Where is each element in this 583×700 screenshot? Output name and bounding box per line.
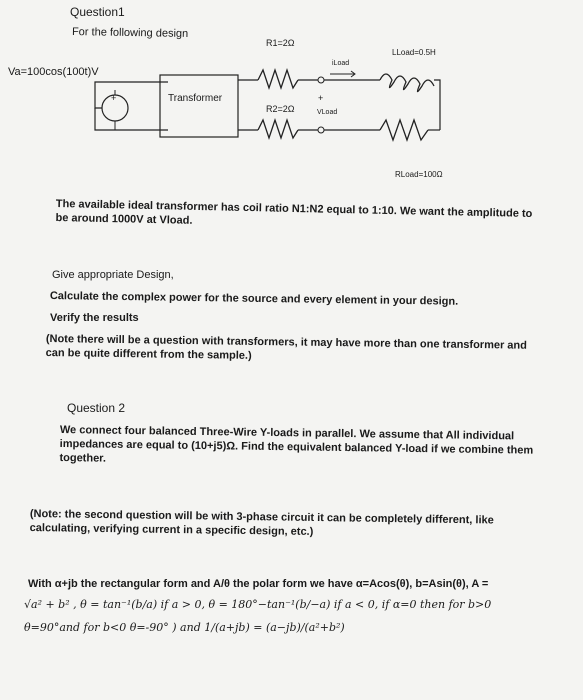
formula-line-3: θ=90°and for b<0 θ=-90° ) and 1/(a+jb) = (a−jb)/(a²+b²) <box>24 621 345 634</box>
q1-paragraph-transformer: The available ideal transformer has coil ratio N1:N2 equal to 1:10. We want the amplitude to be around 1000V at Vload. <box>55 197 533 227</box>
inductor-symbol <box>380 74 434 92</box>
vload-plus-sign: + <box>318 93 324 103</box>
r1-label: R1=2Ω <box>266 38 295 48</box>
rload-label: RLoad=100Ω <box>395 170 443 179</box>
q2-note: (Note: the second question will be with 3-phase circuit it can be completely different, like calculating, verifying current in a specific design, etc.) <box>29 507 494 538</box>
r2-label: R2=2Ω <box>266 104 295 114</box>
q1-note: (Note there will be a question with transformers, it may have more than one transformer and can be quite different from the sample.) <box>45 332 527 362</box>
r1-resistor <box>258 70 298 88</box>
source-label: Va=100cos(100t)V <box>8 66 99 78</box>
lload-label: LLoad=0.5H <box>392 48 436 57</box>
transformer-box <box>160 75 238 137</box>
iload-label: iLoad <box>332 60 350 67</box>
r2-resistor <box>258 120 298 138</box>
rload-resistor <box>380 120 428 140</box>
formula-line-1: With α+jb the rectangular form and A/θ the polar form we have α=Acos(θ), b=Asin(θ), A = <box>28 578 489 590</box>
transformer-label: Transformer <box>168 93 223 104</box>
vload-label: VLoad <box>317 109 338 116</box>
formula-line-2: √a² + b² , θ = tan⁻¹(b/a) if a > 0, θ = 180°−tan⁻¹(b/−a) if a < 0, if α=0 then for b>0 <box>24 598 492 611</box>
q1-paragraph-complex-power: Calculate the complex power for the source and every element in your design. <box>49 289 459 308</box>
question2-title: Question 2 <box>67 401 126 415</box>
q2-paragraph: We connect four balanced Three-Wire Y-loads in parallel. We assume that All individual impedances are equal to (10+j5)Ω. Find the equivalent balanced Y-load if we combine them together. <box>59 423 534 465</box>
q1-paragraph-verify: Verify the results <box>50 312 139 324</box>
question1-title: Question1 <box>70 5 125 19</box>
question1-subtitle: For the following design <box>71 25 189 41</box>
q1-paragraph-design: Give appropriate Design, <box>52 269 174 281</box>
source-plus-sign: + <box>111 93 117 103</box>
